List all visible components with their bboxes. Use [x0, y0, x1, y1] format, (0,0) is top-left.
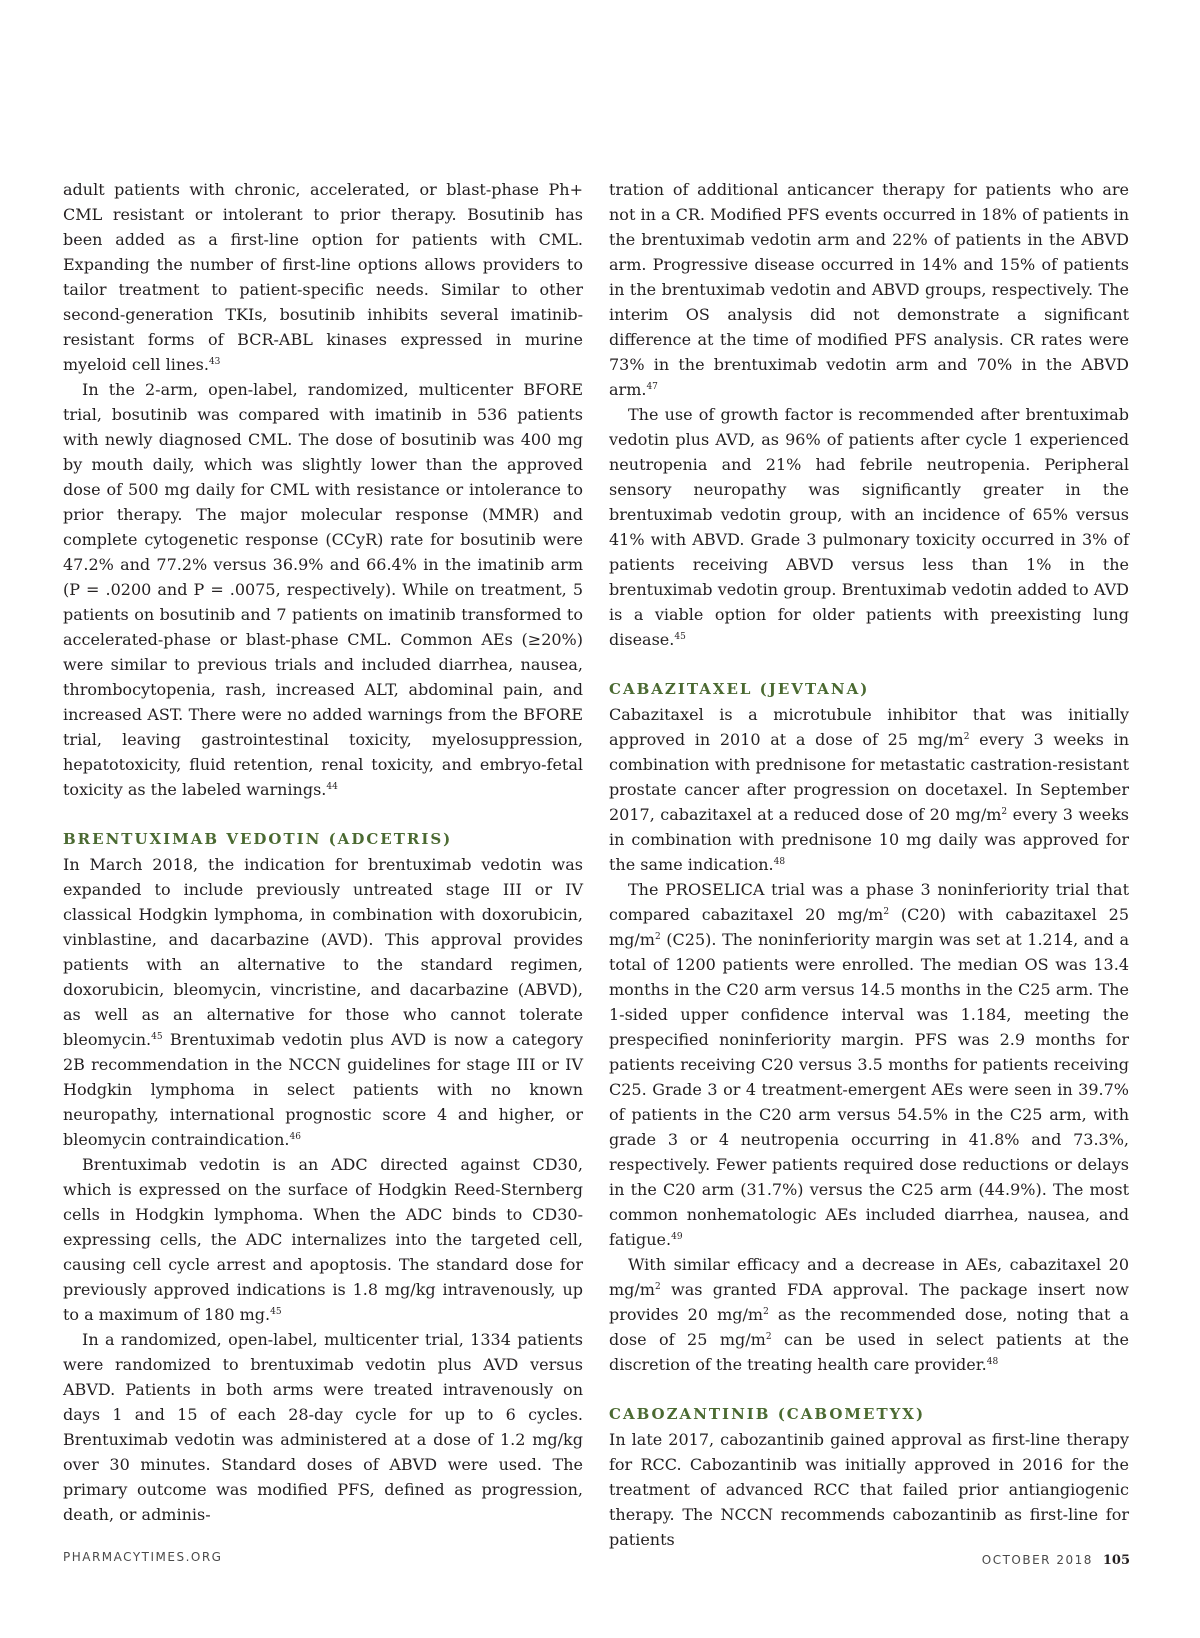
- left-column: [63, 177, 583, 1527]
- paragraph: The use of growth factor is recommended after brentuximab vedotin plus AVD, as 96% of patients after cycle 1 experienced neutropenia and 21% had febrile neutropenia. Peripheral sensory neuropathy was significantly greater in the brentuximab vedotin group, with an incidence of 65% versus 41% with ABVD. Grade 3 pulmonary toxicity occurred in 3% of patients receiving ABVD versus less than 1% in the brentuximab vedotin group. Brentuximab vedotin added to AVD is a viable option for older patients with preexisting lung disease.$^{45}$: [609, 405, 1129, 649]
- paragraph: With similar efficacy and a decrease in AEs, cabazitaxel 20 $mg/m^2$ was granted FDA approval. The package insert now provides 20 $mg/m^2$ as the recommended dose, noting that a dose of 25 $mg/m^2$ can be used in select patients at the discretion of the treating health care provider.$^{48}$: [609, 1255, 1130, 1374]
- section-heading-cabozantinib: CABOZANTINIB (CABOMETYX): [609, 1405, 926, 1423]
- paragraph: Cabazitaxel is a microtubule inhibitor that was initially approved in 2010 at a dose of 25 $mg/m^2$ every 3 weeks in combination with prednisone for metastatic castration-resistant prostate cancer after progression on docetaxel. In September 2017, cabazitaxel at a reduced dose of 20 $mg/m^2$ every 3 weeks in combination with prednisone 10 mg daily was approved for the same indication.$^{48}$: [609, 705, 1130, 874]
- section-heading-cabazitaxel: CABAZITAXEL (JEVTANA): [609, 680, 870, 698]
- footer-date: OCTOBER 2018: [981, 1553, 1093, 1567]
- section-heading-brentuximab: BRENTUXIMAB VEDOTIN (ADCETRIS): [63, 830, 453, 848]
- paragraph: The PROSELICA trial was a phase 3 noninferiority trial that compared cabazitaxel 20 $mg/m^2$ (C20) with cabazitaxel 25 $mg/m^2$ (C25). The noninferiority margin was set at 1.214, and a total of 1200 patients were enrolled. The median OS was 13.4 months in the C20 arm versus 14.5 months in the C25 arm. The 1-sided upper confidence interval was 1.184, meeting the prespecified noninferiority margin. PFS was 2.9 months for patients receiving C20 versus 3.5 months for patients receiving C25. Grade 3 or 4 treatment-emergent AEs were seen in 39.7% of patients in the C20 arm versus 54.5% in the C25 arm, with grade 3 or 4 neutropenia occurring in 41.8% and 73.3%, respectively. Fewer patients required dose reductions or delays in the C20 arm (31.7%) versus the C25 arm (44.9%). The most common nonhematologic AEs included diarrhea, nausea, and fatigue.$^{49}$: [609, 880, 1129, 1249]
- paragraph: adult patients with chronic, accelerated, or blast-phase Ph+ CML resistant or intolerant to prior therapy. Bosutinib has been added as a first-line option for patients with CML. Expanding the number of first-line options allows providers to tailor treatment to patient-specific needs. Similar to other second-generation TKIs, bosutinib inhibits several imatinib-resistant forms of BCR-ABL kinases expressed in murine myeloid cell lines.$^{43}$: [63, 180, 583, 374]
- paragraph: In March 2018, the indication for brentuximab vedotin was expanded to include previously untreated stage III or IV classical Hodgkin lymphoma, in combination with doxorubicin, vinblastine, and dacarbazine (AVD). This approval provides patients with an alternative to the standard regimen, doxorubicin, bleomycin, vincristine, and dacarbazine (ABVD), as well as an alternative for those who cannot tolerate bleomycin.$^{45}$ Brentuximab vedotin plus AVD is now a category 2B recommendation in the NCCN guidelines for stage III or IV Hodgkin lymphoma in select patients with no known neuropathy, international prognostic score 4 and higher, or bleomycin contraindication.$^{46}$: [63, 855, 583, 1149]
- right-column: [609, 177, 1129, 1552]
- page-number: 105: [1102, 1553, 1130, 1568]
- paragraph: Brentuximab vedotin is an ADC directed against CD30, which is expressed on the surface of Hodgkin Reed-Sternberg cells in Hodgkin lymphoma. When the ADC binds to CD30-expressing cells, the ADC internalizes into the targeted cell, causing cell cycle arrest and apoptosis. The standard dose for previously approved indications is 1.8 mg/kg intravenously, up to a maximum of 180 mg.$^{45}$: [63, 1155, 583, 1324]
- paragraph: In late 2017, cabozantinib gained approval as first-line therapy for RCC. Cabozantinib was initially approved in 2016 for the treatment of advanced RCC that failed prior antiangiogenic therapy. The NCCN recommends cabozantinib as first-line for patients: [609, 1430, 1129, 1549]
- paragraph: In a randomized, open-label, multicenter trial, 1334 patients were randomized to brentuximab vedotin plus AVD versus ABVD. Patients in both arms were treated intravenously on days 1 and 15 of each 28-day cycle for up to 6 cycles. Brentuximab vedotin was administered at a dose of 1.2 mg/kg over 30 minutes. Standard doses of ABVD were used. The primary outcome was modified PFS, defined as progression, death, or adminis-: [63, 1330, 583, 1524]
- paragraph: In the 2-arm, open-label, randomized, multicenter BFORE trial, bosutinib was compared with imatinib in 536 patients with newly diagnosed CML. The dose of bosutinib was 400 mg by mouth daily, which was slightly lower than the approved dose of 500 mg daily for CML with resistance or intolerance to prior therapy. The major molecular response (MMR) and complete cytogenetic response (CCyR) rate for bosutinib were 47.2% and 77.2% versus 36.9% and 66.4% in the imatinib arm (P = .0200 and P = .0075, respectively). While on treatment, 5 patients on bosutinib and 7 patients on imatinib transformed to accelerated-phase or blast-phase CML. Common AEs (≥20%) were similar to previous trials and included diarrhea, nausea, thrombocytopenia, rash, increased ALT, abdominal pain, and increased AST. There were no added warnings from the BFORE trial, leaving gastrointestinal toxicity, myelosuppression, hepatotoxicity, fluid retention, renal toxicity, and embryo-fetal toxicity as the labeled warnings.$^{44}$: [63, 380, 583, 799]
- paragraph: tration of additional anticancer therapy for patients who are not in a CR. Modified PFS events occurred in 18% of patients in the brentuximab vedotin arm and 22% of patients in the ABVD arm. Progressive disease occurred in 14% and 15% of patients in the brentuximab vedotin and ABVD groups, respectively. The interim OS analysis did not demonstrate a significant difference at the time of modified PFS analysis. CR rates were 73% in the brentuximab vedotin arm and 70% in the ABVD arm.$^{47}$: [609, 180, 1129, 399]
- footer-website: PHARMACYTIMES.ORG: [63, 1550, 223, 1564]
- footer-issue: [982, 1553, 1130, 1568]
